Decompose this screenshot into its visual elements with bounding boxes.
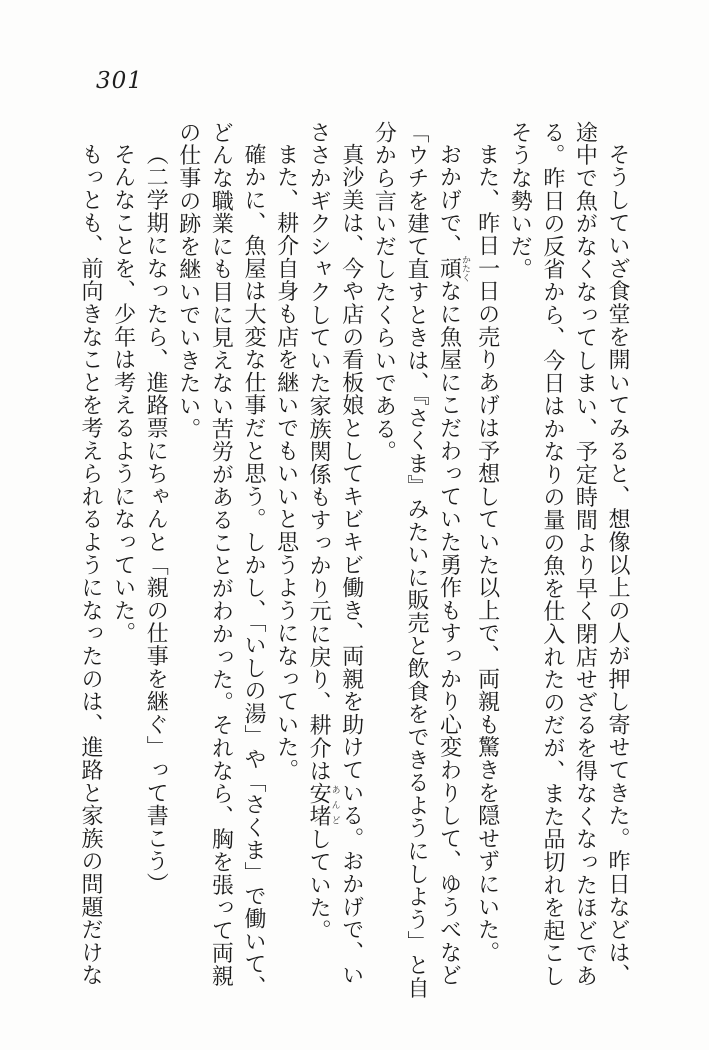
paragraph: また、昨日一日の売りあげは予想していた以上で、両親も驚きを隠せずにいた。 bbox=[474, 143, 500, 964]
paragraph: 真沙美は、今や店の看板娘としてキビキビ働き、両親を助けている。おかげで、いささかギクシャクしていた家族関係もすっかり元に戻り、耕介は安堵あんどしていた。 bbox=[306, 121, 364, 987]
furigana-annotated-word: 頑かたく bbox=[436, 254, 471, 282]
paragraph: もっとも、前向きなことを考えられるようになったのは、進路と家族の問題だけな bbox=[78, 143, 103, 987]
text-body bbox=[73, 121, 633, 1009]
paragraph: 確かに、魚屋は大変な仕事だと思う。しかし、「いしの湯」や「さくま」で働いて、どんな職業にも目に見えない苦労があることがわかった。それなら、胸を張って両親の仕事の跡を継いでいきたい。 bbox=[175, 121, 266, 999]
page-number: 301 bbox=[96, 68, 143, 94]
paragraph: そうしていざ食堂を開いてみると、想像以上の人が押し寄せてきた。昨日などは、途中で魚がなくなってしまい、予定時間より早く閉店せざるを得なくなったほどである。昨日の反省から、今日はかなりの量の魚を仕入れたのだが、また品切れを起こしそうな勢いだ。 bbox=[507, 121, 630, 988]
paragraph: （二学期になったら、進路票にちゃんと「親の仕事を継ぐ」って書こう） bbox=[143, 143, 169, 896]
paragraph: そんなことを、少年は考えるようになっていた。 bbox=[110, 143, 136, 645]
furigana-annotated-word: 安堵あんど bbox=[306, 782, 340, 828]
paragraph: また、耕介自身も店を継いでもいいと思うようになっていた。 bbox=[273, 143, 299, 782]
paragraph: おかげで、頑かたくなに魚屋にこだわっていた勇作もすっかり心変わりして、ゆうべなど「ウチを建て直すときは、『さくま』みたいに販売と飲食をできるようにしよう」と自分から言いだしたくらいである。 bbox=[371, 121, 471, 1000]
